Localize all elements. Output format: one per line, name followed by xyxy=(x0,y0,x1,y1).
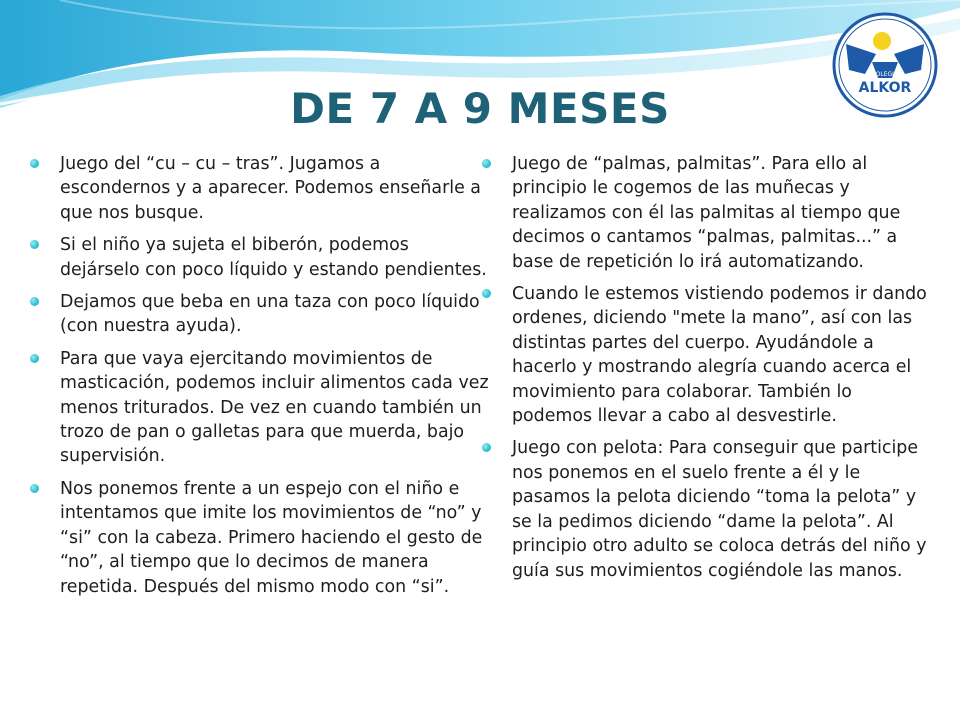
list-item-text: Cuando le estemos vistiendo podemos ir dando ordenes, diciendo "mete la mano”, así con las distintas partes del cuerpo. Ayudándole a hacerlo y mostrando alegría cuando acerca el movimiento para colaborar. También lo podemos llevar a cabo al desvestirle. xyxy=(512,284,927,427)
list-item-text: Juego con pelota: Para conseguir que participe nos ponemos en el suelo frente a él y le pasamos la pelota diciendo “toma la pelota” y se la pedimos diciendo “dame la pelota”. Al principio otro adulto se coloca detrás del niño y guía sus movimientos cogiéndole las manos. xyxy=(512,438,927,581)
bullet-icon xyxy=(30,354,39,363)
right-column-list xyxy=(512,152,932,591)
left-column-list xyxy=(60,152,492,607)
list-item xyxy=(512,152,932,274)
list-item xyxy=(60,152,492,225)
list-item xyxy=(60,477,492,599)
list-item xyxy=(512,436,932,582)
bullet-icon xyxy=(482,159,491,168)
list-item xyxy=(512,282,932,428)
list-item xyxy=(60,290,492,339)
list-item-text: Juego del “cu – cu – tras”. Jugamos a escondernos y a aparecer. Podemos enseñarle a que nos busque. xyxy=(60,154,481,223)
bullet-icon xyxy=(30,297,39,306)
list-item-text: Si el niño ya sujeta el biberón, podemos dejárselo con poco líquido y estando pendientes. xyxy=(60,235,487,280)
logo-text-colegio: COLEGIO xyxy=(871,71,899,78)
bullet-icon xyxy=(30,240,39,249)
list-item-text: Para que vaya ejercitando movimientos de masticación, podemos incluir alimentos cada vez menos triturados. De vez en cuando también un trozo de pan o galletas para que muerda, bajo supervisión. xyxy=(60,348,489,467)
bullet-icon xyxy=(30,484,39,493)
list-item-text: Juego de “palmas, palmitas”. Para ello al principio le cogemos de las muñecas y realizamos con él las palmitas al tiempo que decimos o cantamos “palmas, palmitas...” a base de repetición lo irá automatizando. xyxy=(512,154,901,272)
list-item-text: Dejamos que beba en una taza con poco líquido (con nuestra ayuda). xyxy=(60,292,480,337)
list-item xyxy=(60,347,492,469)
logo-text-alkor: ALKOR xyxy=(858,80,912,96)
list-item-text: Nos ponemos frente a un espejo con el niño e intentamos que imite los movimientos de “no” y “si” con la cabeza. Primero haciendo el gesto de “no”, al tiempo que lo decimos de manera repetida. Después del mismo modo con “si”. xyxy=(60,478,483,597)
bullet-icon xyxy=(30,159,39,168)
list-item xyxy=(60,233,492,282)
bullet-icon xyxy=(482,289,491,298)
slide-title: DE 7 A 9 MESES xyxy=(290,84,670,133)
